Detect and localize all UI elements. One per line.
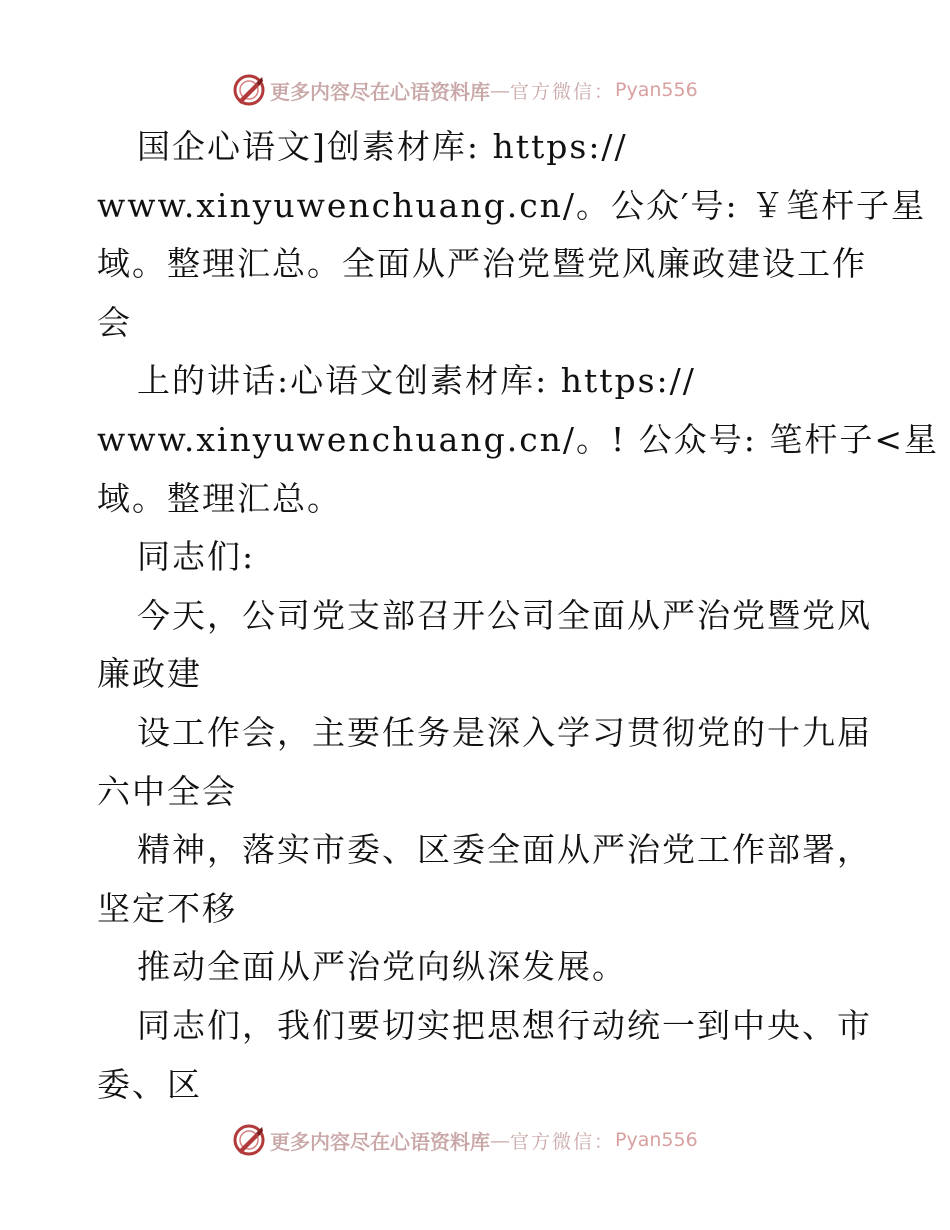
banner-wechat-label: 官方微信：: [510, 80, 616, 103]
body-line: 同志们:: [137, 537, 256, 577]
banner-separator: —: [490, 1128, 510, 1152]
body-line: 委、区: [97, 1064, 202, 1104]
body-line: 域。整理汇总。全面从严治党暨党风廉政建设工作: [97, 244, 867, 284]
body-line: 推动全面从严治党向纵深发展。: [137, 947, 627, 987]
body-line: 上的讲话:心语文创素材库: https://: [137, 361, 696, 401]
quill-logo-icon: [232, 73, 266, 107]
body-line: www.xinyuwenchuang.cn/。公众′号: ￥笔杆子星: [97, 185, 927, 225]
banner-wechat-id: Pyan556: [615, 79, 698, 101]
footer-watermark-banner: [232, 1122, 698, 1158]
body-line: 今天，公司党支部召开公司全面从严治党暨党风: [137, 595, 872, 635]
body-line: 会: [97, 302, 132, 342]
body-line: 廉政建: [97, 654, 202, 694]
quill-logo-icon: [232, 1123, 266, 1157]
banner-separator: —: [490, 78, 510, 102]
document-body: [97, 118, 940, 1114]
banner-title: 更多内容尽在心语资料库: [270, 1129, 490, 1154]
banner-wechat-id: Pyan556: [615, 1129, 698, 1151]
banner-title: 更多内容尽在心语资料库: [270, 79, 490, 104]
body-line: 设工作会，主要任务是深入学习贯彻党的十九届: [137, 712, 872, 752]
body-line: 精神，落实市委、区委全面从严治党工作部署，: [137, 830, 872, 870]
body-line: 六中全会: [97, 771, 237, 811]
body-line: 同志们，我们要切实把思想行动统一到中央、市: [137, 1005, 872, 1045]
body-line: 域。整理汇总。: [97, 478, 342, 518]
banner-wechat-label: 官方微信：: [510, 1130, 616, 1153]
body-line: 国企心语文]创素材库: https://: [137, 127, 628, 166]
body-line: 坚定不移: [97, 888, 237, 928]
body-line: www.xinyuwenchuang.cn/。! 公众号: 笔杆子<星: [97, 419, 940, 459]
header-watermark-banner: [232, 72, 698, 108]
